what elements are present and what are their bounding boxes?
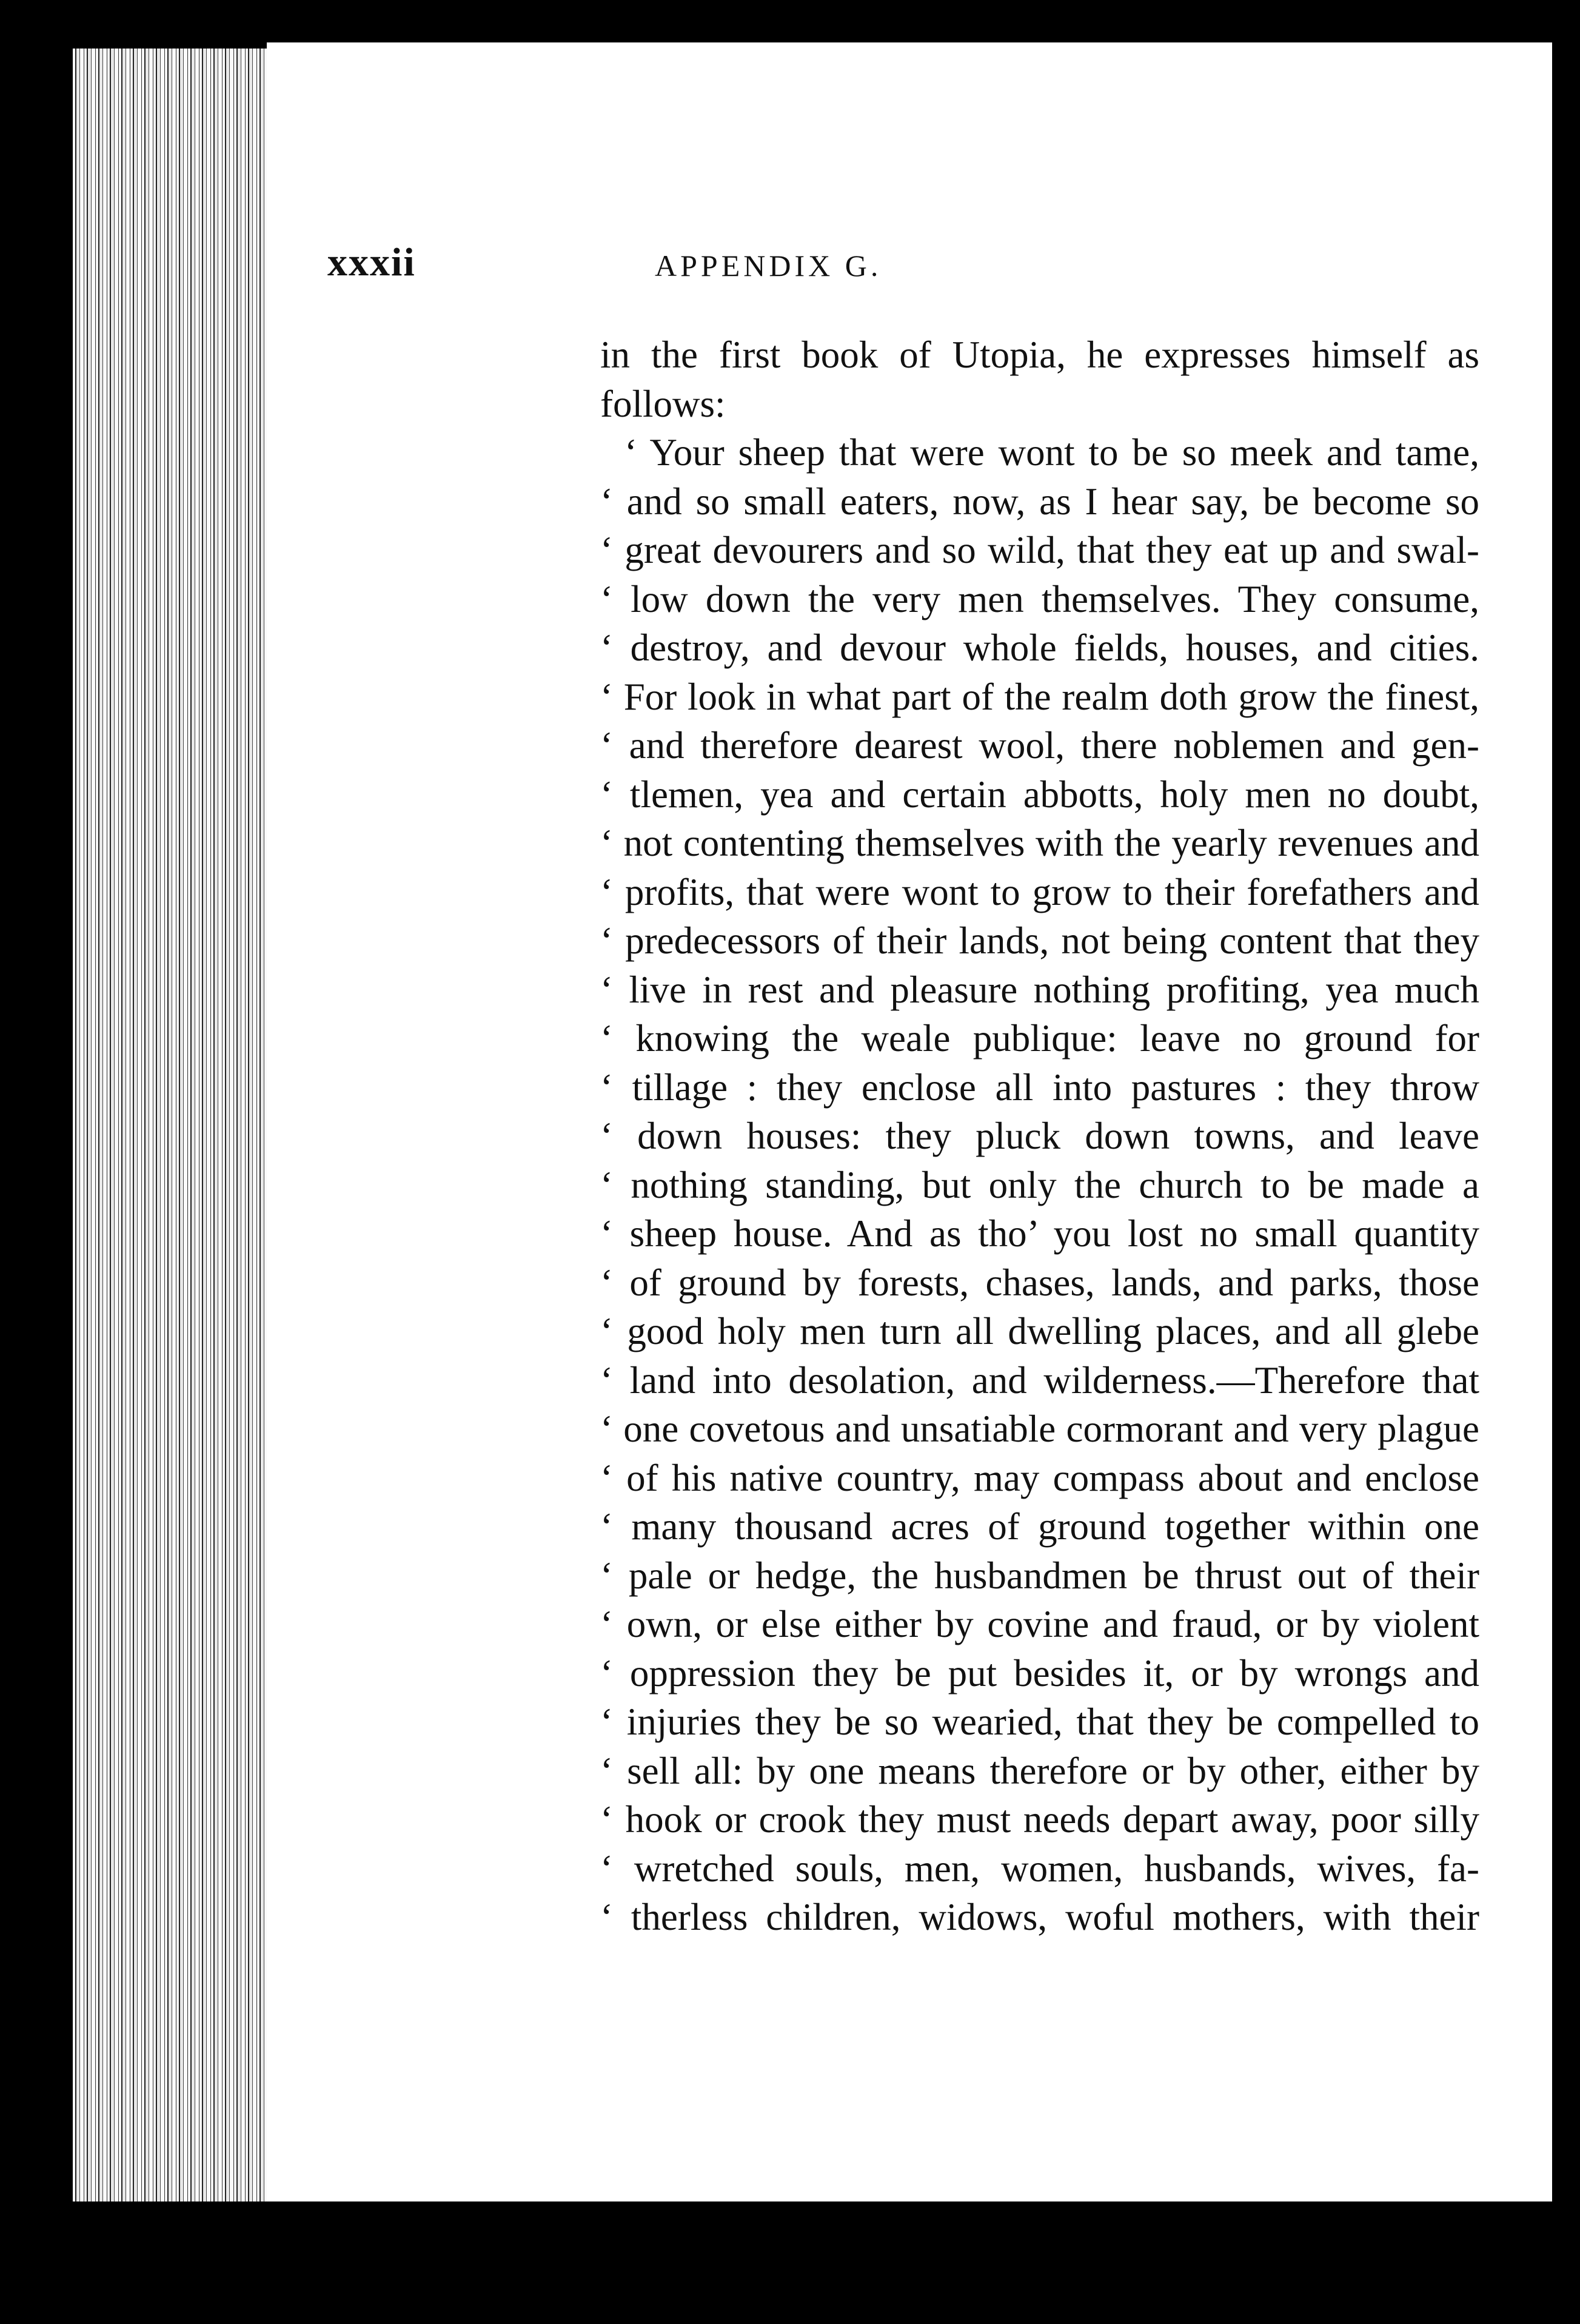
text-line: ‘ of ground by forests, chases, lands, and parks, those [600, 1261, 1479, 1304]
running-head: APPENDIX G. [655, 249, 882, 283]
text-line: ‘ pale or hedge, the husbandmen be thrust out of their [600, 1554, 1479, 1597]
scan-border [1556, 0, 1580, 2324]
text-line: ‘ one covetous and unsatiable cormorant and very plague [600, 1408, 1479, 1450]
text-line: ‘ Your sheep that were wont to be so meek and tame, [624, 431, 1479, 474]
text-line: ‘ predecessors of their lands, not being content that they [600, 919, 1479, 962]
text-line: ‘ nothing standing, but only the church to be made a [600, 1163, 1479, 1206]
body-text [600, 331, 1479, 1942]
text-line: ‘ and therefore dearest wool, there noblemen and gen- [600, 724, 1479, 767]
text-line: ‘ For look in what part of the realm doth grow the finest, [600, 675, 1479, 718]
text-line: ‘ down houses: they pluck down towns, and leave [600, 1115, 1479, 1157]
text-line: ‘ and so small eaters, now, as I hear say, be become so [600, 480, 1479, 523]
text-line: ‘ tlemen, yea and certain abbotts, holy men no doubt, [600, 773, 1479, 816]
text-line: ‘ hook or crook they must needs depart away, poor silly [600, 1798, 1479, 1841]
text-line: ‘ wretched souls, men, women, husbands, wives, fa- [600, 1847, 1479, 1890]
page-header [327, 240, 1225, 294]
text-line: follows: [600, 382, 726, 425]
text-line: ‘ tillage : they enclose all into pastures : they throw [600, 1066, 1479, 1109]
text-line: ‘ many thousand acres of ground together within one [600, 1505, 1479, 1548]
text-line: ‘ great devourers and so wild, that they eat up and swal- [600, 529, 1479, 571]
book-fore-edge [73, 49, 291, 2201]
page-number: xxxii [327, 240, 416, 284]
text-line: ‘ low down the very men themselves. They consume, [600, 577, 1479, 620]
text-line: ‘ not contenting themselves with the yearly revenues and [600, 822, 1479, 864]
text-line: ‘ live in rest and pleasure nothing profiting, yea much [600, 968, 1479, 1011]
text-line: ‘ oppression they be put besides it, or by wrongs and [600, 1651, 1479, 1694]
text-line: ‘ profits, that were wont to grow to their forefathers and [600, 870, 1479, 913]
text-line: ‘ destroy, and devour whole fields, houses, and cities. [600, 626, 1479, 669]
text-line: ‘ land into desolation, and wilderness.—Therefore that [600, 1358, 1479, 1402]
text-line: ‘ good holy men turn all dwelling places, and all glebe [600, 1310, 1479, 1352]
text-line: in the first book of Utopia, he expresses himself as [600, 334, 1479, 376]
text-line: ‘ sheep house. And as tho’ you lost no small quantity [600, 1212, 1479, 1255]
text-line: ‘ of his native country, may compass about and enclose [600, 1456, 1479, 1499]
text-line: ‘ injuries they be so wearied, that they be compelled to [600, 1701, 1479, 1743]
text-line: ‘ sell all: by one means therefore or by other, either by [600, 1749, 1479, 1792]
text-line: ‘ therless children, widows, woful mothers, with their [600, 1896, 1479, 1938]
text-line: ‘ own, or else either by covine and fraud, or by violent [600, 1603, 1479, 1645]
text-line: ‘ knowing the weale publique: leave no ground for [600, 1017, 1479, 1060]
